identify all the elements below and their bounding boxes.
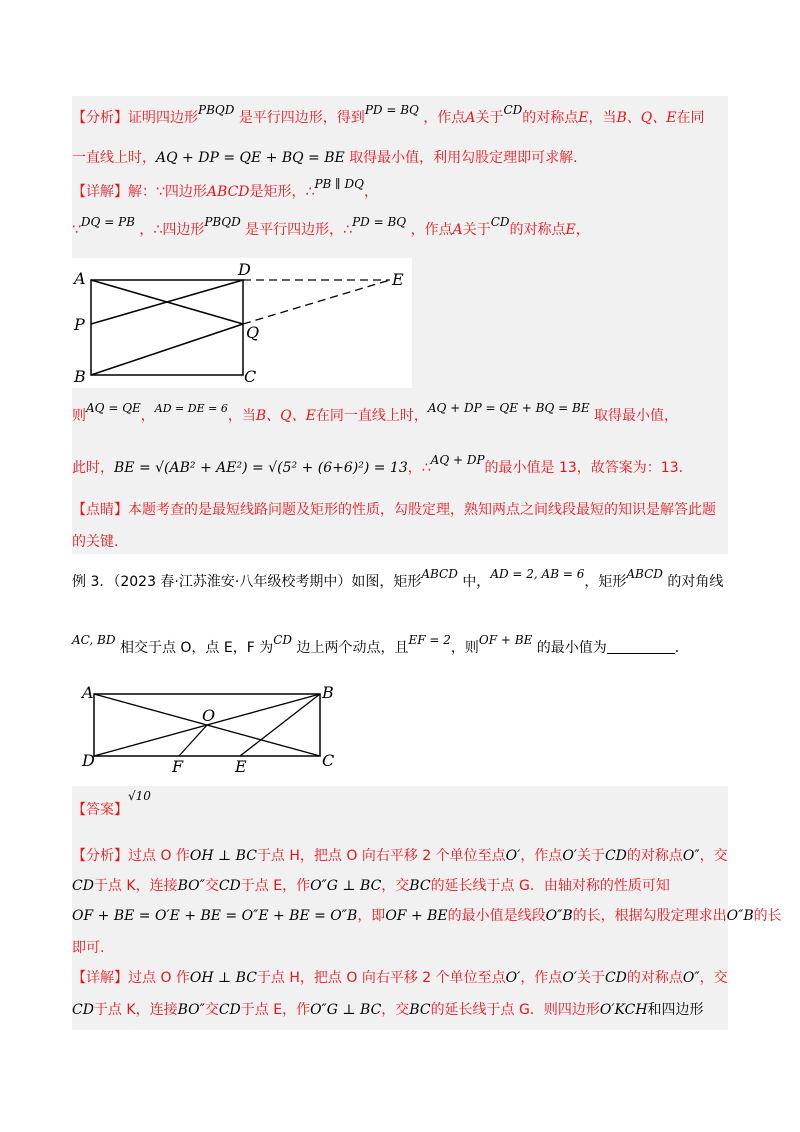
label-q: Q (246, 323, 260, 342)
ex3-question-line-2: AC, BD 相交于点 O，点 E，F 为CD 边上两个动点，且EF = 2，则OF + BE 的最小值为 ． (72, 633, 689, 656)
label-c: C (244, 367, 257, 386)
label-e: E (235, 757, 247, 776)
answer-blank (607, 639, 675, 654)
ex2-analysis-line-1: 【分析】证明四边形PBQD 是平行四边形，得到PD = BQ ，作点A关于CD的对称点E，当B、Q、E在同 (72, 103, 705, 126)
label-e: E (392, 270, 404, 289)
ex2-geometry-figure (72, 258, 412, 388)
ex2-detail-line-2: ∵DQ = PB ，∴四边形PBQD 是平行四边形，∴PD = BQ ，作点A关于CD的对称点E， (72, 215, 590, 238)
detail-tag: 【详解】 (72, 184, 128, 200)
label-c: C (322, 751, 335, 770)
dashed-q-e (243, 280, 390, 324)
answer-tag: 【答案】 (72, 802, 128, 818)
analysis-tag: 【分析】 (72, 110, 128, 126)
remark-tag: 【点睛】 (72, 502, 128, 518)
ex3-analysis-line-2: CD于点 K，连接BO″交CD于点 E，作O″G ⊥ BC，交BC的延长线于点 G．由轴对称的性质可知 (72, 878, 670, 894)
ex3-geometry-figure (80, 686, 350, 776)
label-a: A (82, 686, 94, 702)
ex3-analysis-line-1: 【分析】过点 O 作OH ⊥ BC于点 H，把点 O 向右平移 2 个单位至点O′，作点O′关于CD的对称点O″，交 (72, 848, 728, 864)
analysis-tag: 【分析】 (72, 848, 128, 864)
detail-tag: 【详解】 (72, 970, 128, 986)
ex2-now-line: 此时，BE = √(AB² + AE²) = √(5² + (6+6)²) = 13，∴AQ + DP的最小值是 13，故答案为：13. (72, 453, 684, 476)
label-d: D (238, 260, 251, 279)
label-b: B (322, 686, 334, 702)
rect-abcd (91, 280, 243, 375)
ex3-question-line-1: 例 3．（2023 春·江苏淮安·八年级校考期中）如图，矩形ABCD 中，AD = 2, AB = 6，矩形ABCD 的对角线 (72, 567, 724, 590)
ex3-analysis-line-3: OF + BE = O′E + BE = O″E + BE = O″B，即OF + BE的最小值是线段O″B的长，根据勾股定理求出O″B的长 (72, 908, 782, 924)
answer-value: √10 (128, 789, 151, 803)
segment-b-e (240, 694, 320, 756)
label-a: A (74, 269, 86, 288)
label-b: B (74, 367, 86, 386)
ex2-detail-line-1: 【详解】解：∵四边形ABCD是矩形，∴PB ∥ DQ， (72, 177, 378, 200)
ex3-detail-line-1: 【详解】过点 O 作OH ⊥ BC于点 H，把点 O 向右平移 2 个单位至点O′，作点O′关于CD的对称点O″，交 (72, 970, 728, 986)
ex2-analysis-line-2: 一直线上时，AQ + DP = QE + BQ = BE 取得最小值，利用勾股定理即可求解. (72, 150, 578, 166)
label-d: D (82, 751, 95, 770)
ex2-then-line: 则AQ = QE，$^{AD = DE = 6}$，当B、Q、E在同一直线上时，AQ + DP = QE + BQ = BE 取得最小值， (72, 401, 679, 424)
ex3-detail-line-2: CD于点 K，连接BO″交CD于点 E，作O″G ⊥ BC，交BC的延长线于点 G．则四边形O′KCH和四边形 (72, 1002, 704, 1018)
label-p: P (74, 315, 85, 334)
ex2-remark-line-2: 的关键. (72, 534, 119, 550)
ex3-answer-line (72, 789, 151, 820)
segment-o-f (179, 725, 207, 756)
label-f: F (172, 757, 184, 776)
label-o: O (202, 706, 216, 725)
segment-b-q (91, 324, 243, 375)
ex2-remark-line-1: 【点睛】本题考查的是最短线路问题及矩形的性质，勾股定理，熟知两点之间线段最短的知识是解答此题 (72, 502, 716, 518)
ex3-analysis-line-4: 即可. (72, 940, 105, 956)
